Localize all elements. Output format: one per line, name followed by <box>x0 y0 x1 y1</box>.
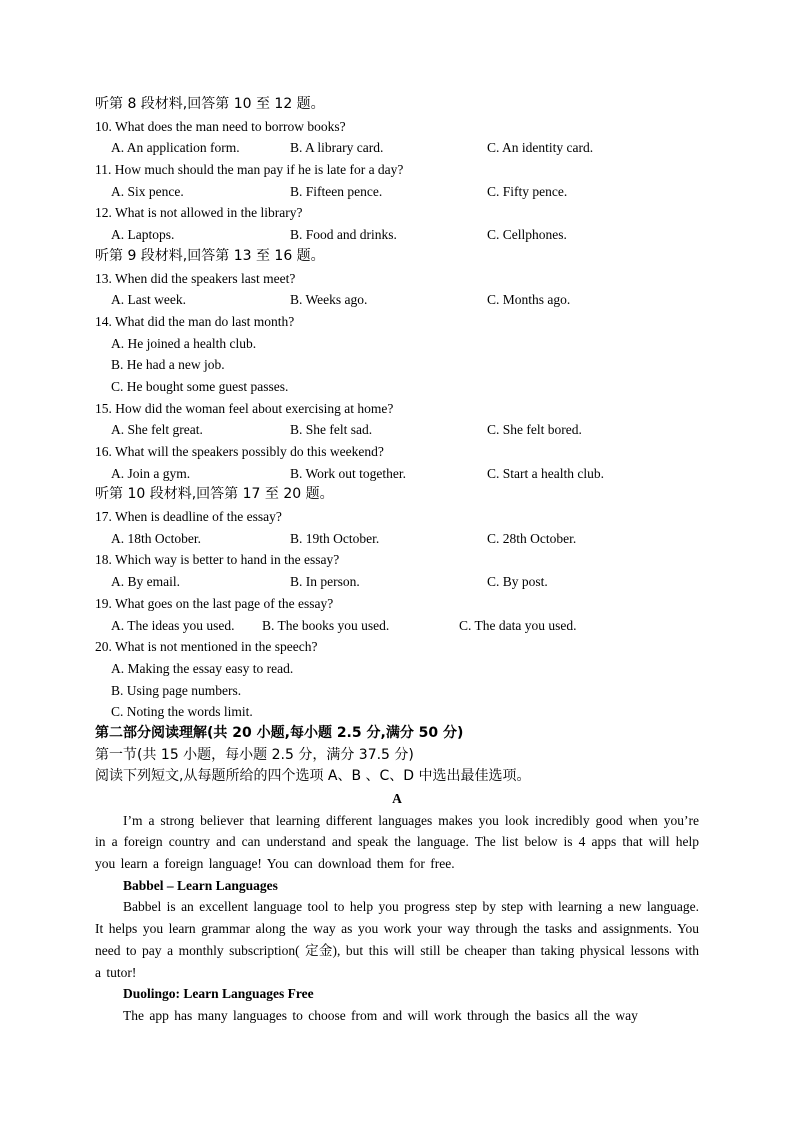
option-c: C. The data you used. <box>459 617 577 633</box>
option-a: A. Laptops. <box>111 227 175 243</box>
passage-intro: I’m a strong believer that learning different languages makes you look incredibly good when you’re in a foreign country and can understand and speak the language. The list below is 4 apps that will help you learn a foreign language! You can download them for free. <box>95 812 699 872</box>
option-a: A. An application form. <box>111 140 240 156</box>
options-17 <box>95 528 699 550</box>
part-two-title: 第二部分阅读理解(共 20 小题,每小题 2.5 分,满分 50 分) <box>95 724 464 741</box>
question-20: 20. What is not mentioned in the speech? <box>95 639 318 655</box>
question-14: 14. What did the man do last month? <box>95 313 295 329</box>
app-text-babbel: Babbel is an excellent language tool to help you progress step by step with learning a new language. It helps you learn grammar along the way as you work your way through the tasks and assignments. You need to pay a monthly subscription( 定金), but this will still be cheaper than taking physical lessons with a tutor! <box>95 899 699 980</box>
option-a: A. She felt great. <box>111 422 203 438</box>
option-a: A. Six pence. <box>111 183 184 199</box>
option-b: B. Food and drinks. <box>290 227 397 243</box>
option-a: A. Making the essay easy to read. <box>111 660 294 676</box>
option-c: C. She felt bored. <box>487 422 582 438</box>
question-18: 18. Which way is better to hand in the essay? <box>95 552 340 568</box>
option-a: A. He joined a health club. <box>111 335 257 351</box>
option-c: C. Cellphones. <box>487 227 567 243</box>
option-b: B. Work out together. <box>290 465 407 481</box>
option-c: C. Months ago. <box>487 292 571 308</box>
option-b: B. Fifteen pence. <box>290 183 383 199</box>
reading-instruction: 阅读下列短文,从每题所给的四个选项 A、B 、C、D 中选出最佳选项。 <box>95 768 531 785</box>
question-12: 12. What is not allowed in the library? <box>95 205 303 221</box>
option-b: B. He had a new job. <box>111 357 225 373</box>
section-one-title: 第一节(共 15 小题，每小题 2.5 分，满分 37.5 分) <box>95 746 414 763</box>
option-b: B. The books you used. <box>262 617 390 633</box>
options-19 <box>95 615 699 637</box>
question-13: 13. When did the speakers last meet? <box>95 270 296 286</box>
option-b: B. Using page numbers. <box>111 682 242 698</box>
option-a: A. By email. <box>111 574 180 590</box>
section-heading-10: 听第 10 段材料,回答第 17 至 20 题。 <box>95 486 334 503</box>
app-text-duolingo: The app has many languages to choose from and will work through the basics all the way <box>123 1007 638 1023</box>
options-10 <box>95 137 699 159</box>
app-title-duolingo: Duolingo: Learn Languages Free <box>123 986 314 1002</box>
option-c: C. An identity card. <box>487 140 594 156</box>
section-heading-8: 听第 8 段材料,回答第 10 至 12 题。 <box>95 96 325 112</box>
option-b: B. Weeks ago. <box>290 292 368 308</box>
app-title-babbel: Babbel – Learn Languages <box>123 877 278 893</box>
passage-label: A <box>392 791 402 806</box>
option-c: C. By post. <box>487 574 548 590</box>
options-13 <box>95 289 699 311</box>
option-c: C. He bought some guest passes. <box>111 378 289 394</box>
section-heading-9: 听第 9 段材料,回答第 13 至 16 题。 <box>95 247 325 264</box>
options-11 <box>95 181 699 203</box>
option-b: B. A library card. <box>290 140 384 156</box>
option-a: A. Join a gym. <box>111 465 191 481</box>
option-b: B. In person. <box>290 574 360 590</box>
option-a: A. The ideas you used. <box>111 617 235 633</box>
question-17: 17. When is deadline of the essay? <box>95 509 282 525</box>
options-12 <box>95 224 699 246</box>
options-18 <box>95 571 699 593</box>
option-c: C. 28th October. <box>487 530 577 546</box>
question-10: 10. What does the man need to borrow books? <box>95 118 346 134</box>
option-a: A. 18th October. <box>111 530 201 546</box>
option-a: A. Last week. <box>111 292 186 308</box>
question-16: 16. What will the speakers possibly do this weekend? <box>95 444 384 459</box>
option-b: B. She felt sad. <box>290 422 373 438</box>
question-15: 15. How did the woman feel about exercising at home? <box>95 400 394 416</box>
exam-page <box>95 94 699 1027</box>
options-16 <box>95 463 699 485</box>
question-19: 19. What goes on the last page of the essay? <box>95 595 334 611</box>
option-b: B. 19th October. <box>290 530 380 546</box>
question-11: 11. How much should the man pay if he is late for a day? <box>95 162 404 178</box>
option-c: C. Fifty pence. <box>487 183 568 199</box>
option-c: C. Noting the words limit. <box>111 704 253 720</box>
option-c: C. Start a health club. <box>487 465 604 481</box>
options-15 <box>95 419 699 441</box>
